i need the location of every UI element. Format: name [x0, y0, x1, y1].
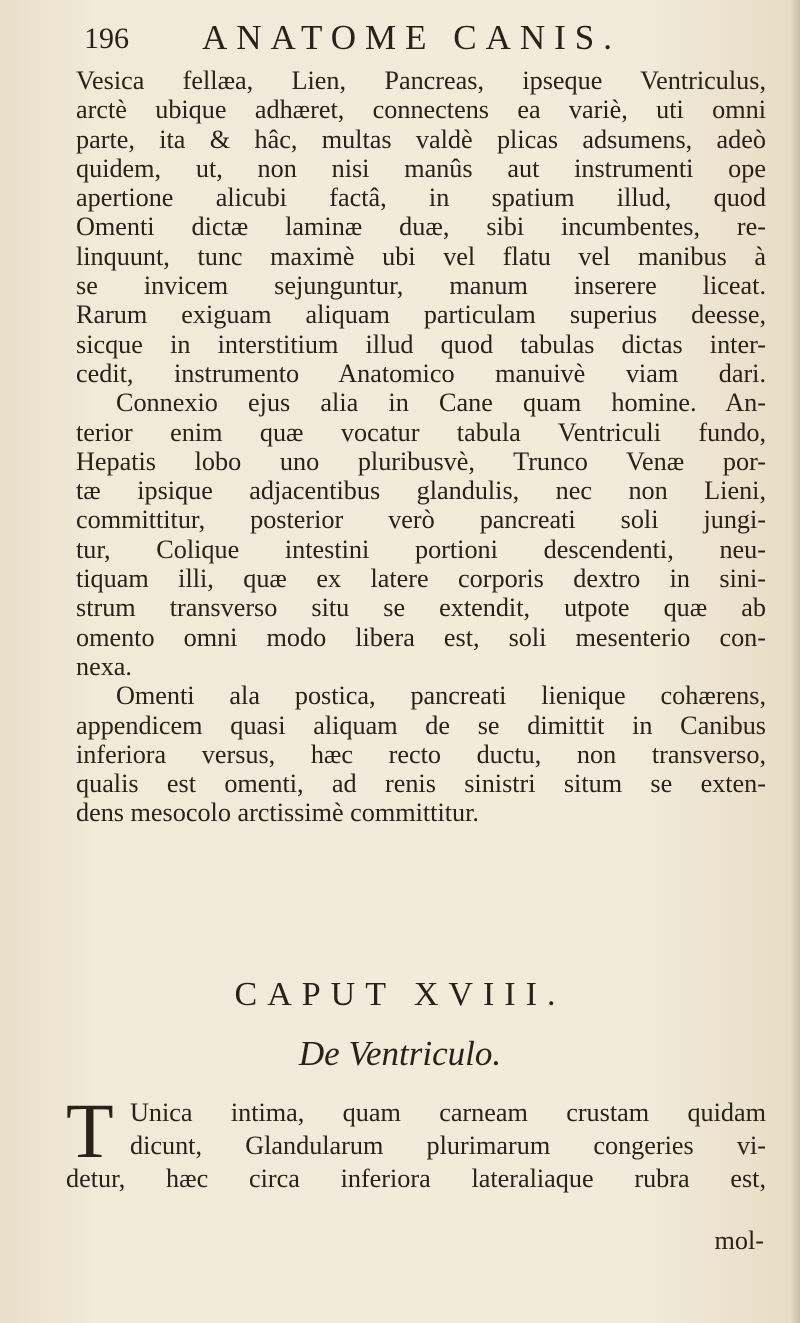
text-line: strum transverso situ se extendit, utpote quæ ab	[76, 593, 766, 623]
text-line: appendicem quasi aliquam de se dimittit in Canibus	[76, 710, 766, 740]
text-line: quidem, ut, non nisi manûs aut instrumenti ope	[76, 153, 766, 183]
text-line: tur, Colique intestini portioni descendenti, neu-	[76, 534, 766, 564]
text-line: nexa.	[76, 651, 132, 681]
text-line: Hepatis lobo uno pluribusvè, Trunco Venæ por-	[76, 446, 766, 476]
drop-cap: T	[66, 1087, 114, 1174]
body-text	[76, 66, 766, 828]
page-header	[84, 18, 764, 62]
chapter-heading: CAPUT XVIII.	[234, 976, 566, 1013]
text-line: dicunt, Glandularum plurimarum congeries vi-	[130, 1131, 766, 1160]
text-line: inferiora versus, hæc recto ductu, non transverso,	[76, 739, 766, 769]
page-fold-shadow	[790, 0, 800, 1323]
text-line: parte, ita & hâc, multas valdè plicas adsumens, adeò	[76, 124, 766, 154]
text-line: tiquam illi, quæ ex latere corporis dextro in sini-	[76, 564, 766, 594]
text-line: Unica intima, quam carneam crustam quidam	[130, 1098, 766, 1127]
chapter-text	[66, 1096, 766, 1195]
page-number: 196	[84, 22, 129, 55]
text-line: committitur, posterior verò pancreati soli jungi-	[76, 505, 766, 535]
text-line: sicque in interstitium illud quod tabulas dictas inter-	[76, 329, 766, 359]
text-line: cedit, instrumento Anatomico manuivè viam dari.	[76, 358, 766, 388]
text-line: Omenti ala postica, pancreati lienique cohærens,	[116, 681, 766, 711]
text-line: arctè ubique adhæret, connectens ea variè, uti omni	[76, 95, 766, 125]
text-line: Vesica fellæa, Lien, Pancreas, ipseque Ventriculus,	[76, 66, 766, 95]
text-line: dens mesocolo arctissimè committitur.	[76, 798, 479, 828]
text-line: Rarum exiguam aliquam particulam superius deesse,	[76, 300, 766, 330]
running-title: ANATOME CANIS.	[202, 18, 621, 57]
text-line: qualis est omenti, ad renis sinistri situm se exten-	[76, 769, 766, 799]
text-line: Omenti dictæ laminæ duæ, sibi incumbentes, re-	[76, 212, 766, 242]
text-line: terior enim quæ vocatur tabula Ventriculi fundo,	[76, 417, 766, 447]
text-line: detur, hæc circa inferiora lateraliaque rubra est,	[66, 1164, 766, 1193]
text-line: apertione alicubi factâ, in spatium illud, quod	[76, 183, 766, 213]
catchword: mol-	[714, 1226, 764, 1255]
text-line: linquunt, tunc maximè ubi vel flatu vel manibus à	[76, 241, 766, 271]
text-line: omento omni modo libera est, soli mesenterio con-	[76, 622, 766, 652]
text-line: tæ ipsique adjacentibus glandulis, nec non Lieni,	[76, 476, 766, 506]
text-line: se invicem sejunguntur, manum inserere liceat.	[76, 271, 766, 301]
chapter-subtitle: De Ventriculo.	[298, 1034, 502, 1073]
text-line: Connexio ejus alia in Cane quam homine. An-	[116, 388, 766, 418]
